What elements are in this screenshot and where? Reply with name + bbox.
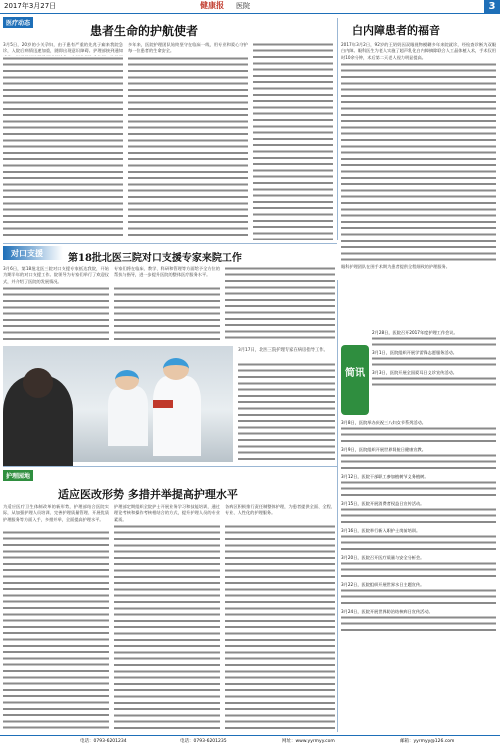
- article-body: [225, 266, 335, 340]
- article-paragraph: 3月6日，第18批北医三院对口支援专家抵达我院，开始为期半年的对口支援工作。院领导为专家们举行了欢迎仪式，并介绍了医院的发展情况。: [3, 266, 109, 284]
- section-divider: [3, 466, 337, 467]
- photo-caption: 3月17日，北医三院护理专家在病房指导工作。: [238, 348, 328, 353]
- section-tab-bg: [3, 246, 63, 260]
- list-item: 3月3日，医院开展全国爱耳日义诊宣传活动。: [372, 370, 496, 388]
- footer-phone: 电话：0793-6201234: [80, 739, 127, 744]
- paper-brand: 健康报: [200, 1, 224, 10]
- list-item: 3月16日，医院举行新入职护士岗前培训。: [341, 528, 496, 552]
- article-title: 适应医改形势 多措并举提高护理水平: [58, 488, 238, 501]
- list-item: 3月8日，医院举办庆祝三八妇女节系列活动。: [341, 420, 496, 444]
- article-body: [3, 56, 123, 240]
- list-item: 3月24日，医院开展世界防治结核病日宣传活动。: [341, 609, 496, 633]
- brief-news-list-top: [372, 330, 496, 418]
- brief-news-label-box: [341, 345, 369, 415]
- footer-website: 网址：www.yyrmyy.com: [282, 739, 335, 744]
- section-name: 医院: [236, 2, 250, 10]
- list-item: 3月15日，医院开展消费者权益日宣传活动。: [341, 501, 496, 525]
- list-item: 3月22日，医院组织开展世界水日主题宣传。: [341, 582, 496, 606]
- article-body: [114, 286, 220, 340]
- article-body: [3, 286, 109, 340]
- article-body: [128, 56, 248, 240]
- nurse-figure: [108, 386, 148, 446]
- article-paragraph: 专家们将在临床、教学、科研和管理等方面给予全方位的帮扶与指导，进一步提升医院的整体医疗服务水平。: [114, 266, 220, 278]
- list-item: 3月1日，医院组织开展学雷锋志愿服务活动。: [372, 350, 496, 368]
- article-paragraph: 眼科护理团队在围手术期为患者提供全程细致的护理服务。: [341, 264, 450, 269]
- article-title: 白内障患者的福音: [352, 24, 440, 37]
- brief-news-label: 简讯: [345, 368, 365, 379]
- section-tab-label: 对口支援: [11, 249, 43, 258]
- article-paragraph: 3月5日，20岁的小关孕妇，由于患有严重的先兆子痫来我院急诊，入院后病情迅速加重，随即出现意识障碍。护理部接到通知: [3, 42, 123, 54]
- list-item: 3月20日，医院召开医疗质量与安全分析会。: [341, 555, 496, 579]
- column-divider: [337, 280, 338, 732]
- article-paragraph: 为适应医疗卫生体制改革的新形势，护理部结合医院实际，从加强护理人员培训、完善护理质量管理、开展优质护理服务等方面入手，多措并举，全面提高护理水平。: [3, 504, 109, 522]
- article-paragraph: 2017年3月2日，92岁的王奶奶因双眼视物模糊多年来院就诊，经检查诊断为双眼白内障。眼科医生为老人实施了超声乳化白内障摘除联合人工晶体植入术，手术仅用时10余分钟，术后第二天老人视力明显提高。: [341, 42, 496, 60]
- list-item: 3月12日，医院干部职工参加植树节义务植树。: [341, 474, 496, 498]
- article-paragraph: 护理部定期组织全院护士开展业务学习和技能培训，通过理论考核和操作考核相结合的方式，提升护理人员的专业素质。: [114, 504, 220, 522]
- nurse-figure: [153, 376, 201, 456]
- news-photo: [3, 346, 233, 462]
- article-body: [341, 62, 496, 262]
- page-footer: [0, 735, 500, 744]
- footer-email: 邮箱：yyrmyy@126.com: [400, 739, 455, 744]
- list-item: 2月28日，医院召开2017年度护理工作会议。: [372, 330, 496, 348]
- article-paragraph: 各病区积极推行责任制整体护理，为患者提供全面、全程、专业、人性化的护理服务。: [225, 504, 335, 516]
- article-title: 患者生命的护航使者: [90, 24, 199, 38]
- article-body: [3, 530, 109, 730]
- brief-news-list: [341, 420, 496, 732]
- section-divider: [3, 243, 337, 244]
- article-paragraph: 多年来，医院护理团队始终坚守在临床一线，用专业和爱心守护每一位患者的生命安全。: [128, 42, 248, 54]
- issue-date: 2017年3月27日: [4, 2, 57, 10]
- page-header: [0, 0, 500, 14]
- footer-phone: 电话：0793-6201235: [180, 739, 227, 744]
- article-title: 第18批北医三院对口支援专家来院工作: [68, 253, 242, 264]
- article-body: [114, 524, 220, 730]
- photo-caption-text: [238, 362, 335, 460]
- section-badge-medical: 医疗动态: [3, 17, 33, 28]
- section-badge-nursing: 护理园地: [3, 470, 33, 481]
- page-number: 3: [484, 0, 500, 14]
- article-body: [225, 524, 335, 730]
- column-divider: [337, 18, 338, 240]
- list-item: 3月9日，医院组织开展世界肾脏日健康宣教。: [341, 447, 496, 471]
- article-body: [253, 42, 333, 240]
